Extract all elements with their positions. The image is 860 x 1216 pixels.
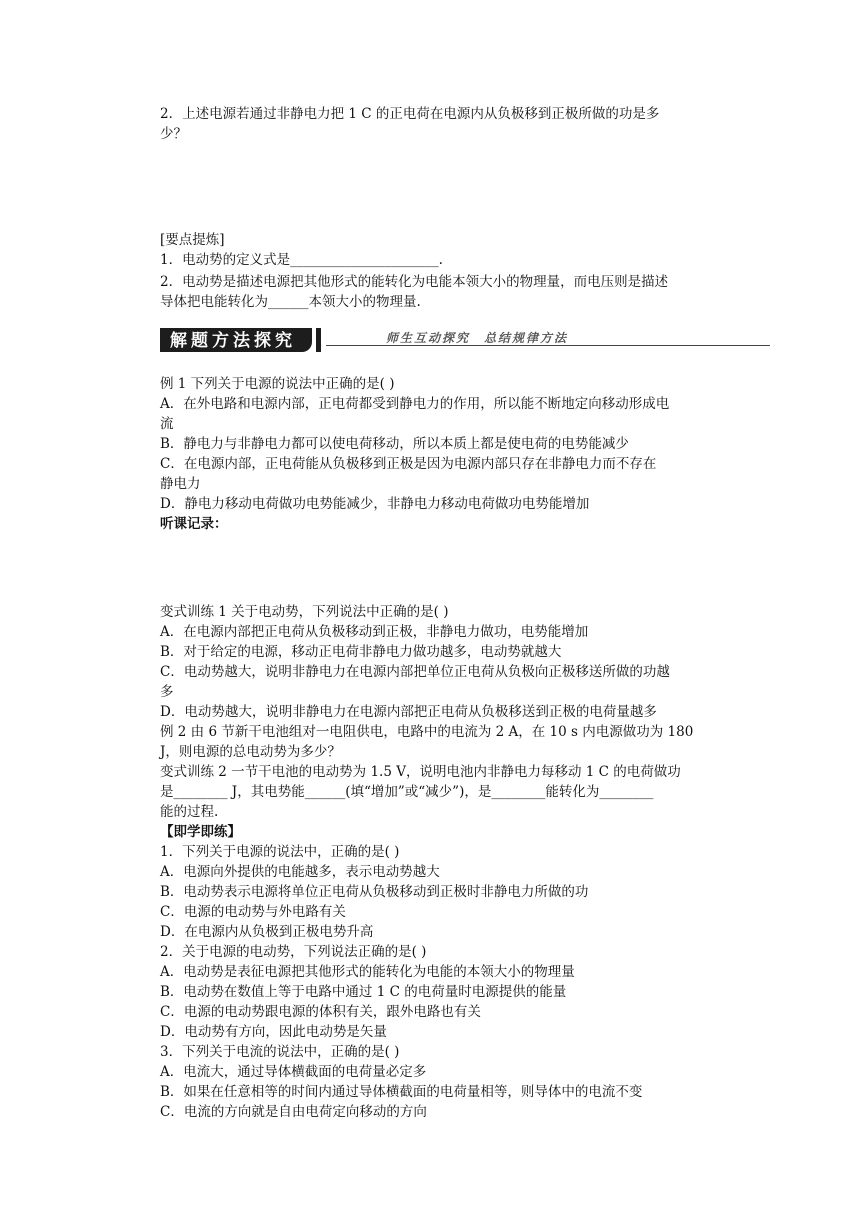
practice-q1-option-a: A．电源向外提供的电能越多，表示电动势越大 [160, 864, 440, 880]
practice-q2-option-b: B．电动势在数值上等于电路中通过 1 C 的电荷量时电源提供的能量 [160, 984, 567, 1000]
example-1-option-c-line-2: 静电力 [160, 476, 201, 492]
practice-q1-option-d: D．在电源内从负极到正极电势升高 [160, 924, 374, 940]
banner-block [160, 328, 312, 352]
example-2-line-2: J，则电源的总电动势为多少？ [160, 744, 341, 760]
example-2-line-1: 例 2 由 6 节新干电池组对一电阻供电，电路中的电流为 2 A，在 10 s 内电源做功为 180 [160, 724, 694, 740]
variant-1-stem: 变式训练 1 关于电动势，下列说法中正确的是( ) [160, 604, 449, 620]
practice-q3-option-c: C．电流的方向就是自由电荷定向移动的方向 [160, 1104, 427, 1120]
example-1-option-a-line-1: A．在外电路和电源内部，正电荷都受到静电力的作用，所以能不断地定向移动形成电 [160, 396, 670, 412]
key-points-line-2: 2．电动势是描述电源把其他形式的能转化为电能本领大小的物理量，而电压则是描述 [160, 274, 669, 290]
key-points-line-1: 1．电动势的定义式是______________________. [160, 252, 443, 268]
practice-q1-stem: 1．下列关于电源的说法中，正确的是( ) [160, 844, 400, 860]
variant-1-option-d: D．电动势越大，说明非静电力在电源内部把正电荷从负极移送到正极的电荷量越多 [160, 704, 657, 720]
variant-1-option-a: A．在电源内部把正电荷从负极移动到正极，非静电力做功，电势能增加 [160, 624, 589, 640]
practice-q3-stem: 3．下列关于电流的说法中，正确的是( ) [160, 1044, 400, 1060]
variant-1-option-c-line-2: 多 [160, 684, 174, 700]
variant-1-option-b: B．对于给定的电源，移动正电荷非静电力做功越多，电动势就越大 [160, 644, 562, 660]
example-1-stem: 例 1 下列关于电源的说法中正确的是( ) [160, 376, 395, 392]
example-1-option-c-line-1: C．在电源内部，正电荷能从负极移到正极是因为电源内部只存在非静电力而不存在 [160, 456, 657, 472]
variant-1-option-c-line-1: C．电动势越大，说明非静电力在电源内部把单位正电荷从负极向正极移送所做的功越 [160, 664, 670, 680]
key-points-header: [要点提炼] [160, 232, 225, 248]
example-1-option-b: B．静电力与非静电力都可以使电荷移动，所以本质上都是使电荷的电势能减少 [160, 436, 629, 452]
example-1-option-d: D．静电力移动电荷做功电势能减少，非静电力移动电荷做功电势能增加 [160, 496, 590, 512]
banner-subtitle: 师生互动探究 总结规律方法 [386, 331, 569, 345]
question-2-line-2: 少？ [160, 126, 187, 142]
practice-q3-option-a: A．电流大，通过导体横截面的电荷量必定多 [160, 1064, 427, 1080]
practice-q2-stem: 2．关于电源的电动势，下列说法正确的是( ) [160, 944, 427, 960]
section-banner [160, 326, 770, 356]
variant-2-line-1: 变式训练 2 一节干电池的电动势为 1.5 V，说明电池内非静电力每移动 1 C 的电荷做功 [160, 764, 681, 780]
practice-q2-option-c: C．电源的电动势跟电源的体积有关，跟外电路也有关 [160, 1004, 481, 1020]
banner-title: 解题方法探究 [170, 331, 296, 351]
practice-q2-option-d: D．电动势有方向，因此电动势是矢量 [160, 1024, 387, 1040]
variant-2-line-3: 能的过程. [160, 804, 219, 820]
example-1-option-a-line-2: 流 [160, 416, 174, 432]
key-points-line-3: 导体把电能转化为______本领大小的物理量. [160, 294, 421, 310]
class-notes-label: 听课记录： [160, 516, 228, 532]
practice-q2-option-a: A．电动势是表征电源把其他形式的能转化为电能的本领大小的物理量 [160, 964, 575, 980]
variant-2-line-2: 是________ J，其电势能______(填“增加”或“减少”)，是________能转化为________ [160, 784, 654, 800]
practice-header: 【即学即练】 [160, 824, 241, 840]
banner-bar [316, 328, 321, 352]
question-2-line-1: 2．上述电源若通过非静电力把 1 C 的正电荷在电源内从负极移到正极所做的功是多 [160, 106, 660, 122]
practice-q1-option-b: B．电动势表示电源将单位正电荷从负极移动到正极时非静电力所做的功 [160, 884, 589, 900]
practice-q1-option-c: C．电源的电动势与外电路有关 [160, 904, 346, 920]
practice-q3-option-b: B．如果在任意相等的时间内通过导体横截面的电荷量相等，则导体中的电流不变 [160, 1084, 643, 1100]
